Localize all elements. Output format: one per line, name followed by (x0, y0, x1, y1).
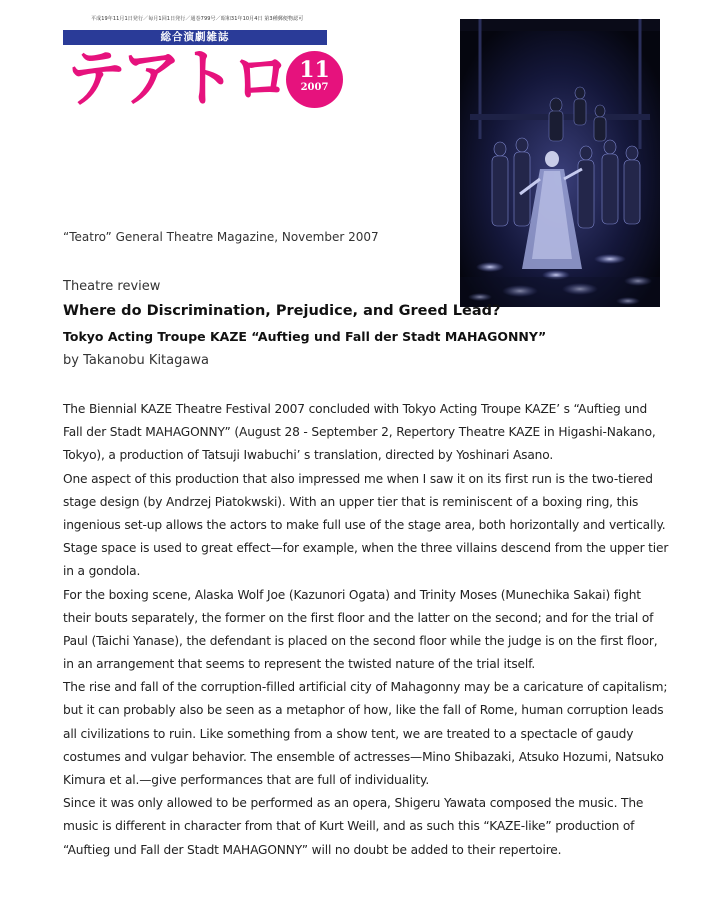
publication-info: 平成19年11月1日発行／毎月1回1日発行／通巻799号／昭和31年10月4日 第3種郵便物認可 (91, 16, 304, 22)
article-subhead: Tokyo Acting Troupe KAZE “Auftieg und Fall der Stadt MAHAGONNY” (63, 329, 547, 344)
article-byline: by Takanobu Kitagawa (63, 353, 209, 368)
body-line: Fall der Stadt MAHAGONNY” (August 28 - September 2, Repertory Theatre KAZE in Higashi-Nakano, (63, 425, 656, 440)
body-line: Stage space is used to great effect—for example, when the three villains descend from the upper tier (63, 541, 669, 556)
body-line: but it can probably also be seen as a metaphor of how, like the fall of Rome, human corruption leads (63, 703, 664, 718)
magazine-logo (63, 12, 345, 115)
body-line: The rise and fall of the corruption-filled artificial city of Mahagonny may be a caricature of capitalism; (63, 680, 668, 695)
body-line: Tokyo), a production of Tatsuji Iwabuchi’ s translation, directed by Yoshinari Asano. (63, 448, 554, 463)
issue-month: 11 (299, 57, 330, 83)
body-line: “Auftieg und Fall der Stadt MAHAGONNY” will no doubt be added to their repertoire. (63, 842, 562, 857)
body-line: their bouts separately, the former on the first floor and the latter on the second; and for the trial of (63, 610, 654, 625)
body-line: One aspect of this production that also impressed me when I saw it on its first run is the two-tiered (63, 471, 653, 486)
body-line: in a gondola. (63, 564, 141, 579)
article-headline: Where do Discrimination, Prejudice, and Greed Lead? (63, 303, 501, 319)
stage-photo (460, 19, 660, 307)
magazine-title: テアトロ (66, 42, 287, 115)
issue-year: 2007 (300, 82, 329, 93)
body-line: Kimura et al.—give performances that are full of individuality. (63, 773, 430, 787)
logo-band: 総合演劇雑誌 (63, 30, 327, 45)
body-line: ingenious set-up allows the actors to make full use of the stage area, both horizontally and vertically. (63, 517, 666, 532)
body-line: music is different in character from that of Kurt Weill, and as such this “KAZE-like” production of (63, 819, 635, 834)
issue-badge (286, 51, 343, 108)
body-line: The Biennial KAZE Theatre Festival 2007 concluded with Tokyo Acting Troupe KAZE’ s “Auftieg und (63, 402, 648, 416)
body-line: all civilizations to ruin. Like something from a show tent, we are treated to a spectacle of gaudy (63, 726, 634, 741)
body-line: in an arrangement that seems to represent the twisted nature of the trial itself. (63, 657, 536, 672)
body-line: stage design (by Andrzej Piatokwski). With an upper tier that is reminiscent of a boxing ring, this (63, 494, 639, 509)
body-line: For the boxing scene, Alaska Wolf Joe (Kazunori Ogata) and Trinity Moses (Munechika Sakai) fight (63, 587, 641, 602)
body-line: Paul (Taichi Yanase), the defendant is placed on the second floor while the judge is on the first floor, (63, 633, 658, 648)
article-body (63, 398, 669, 862)
body-line: costumes and vulgar behavior. The ensemble of actresses—Mino Shibazaki, Atsuko Hozumi, Natsuko (63, 749, 664, 764)
source-line: “Teatro” General Theatre Magazine, November 2007 (63, 230, 379, 244)
body-line: Since it was only allowed to be performed as an opera, Shigeru Yawata composed the music. The (63, 796, 644, 811)
article-kicker: Theatre review (63, 279, 161, 294)
